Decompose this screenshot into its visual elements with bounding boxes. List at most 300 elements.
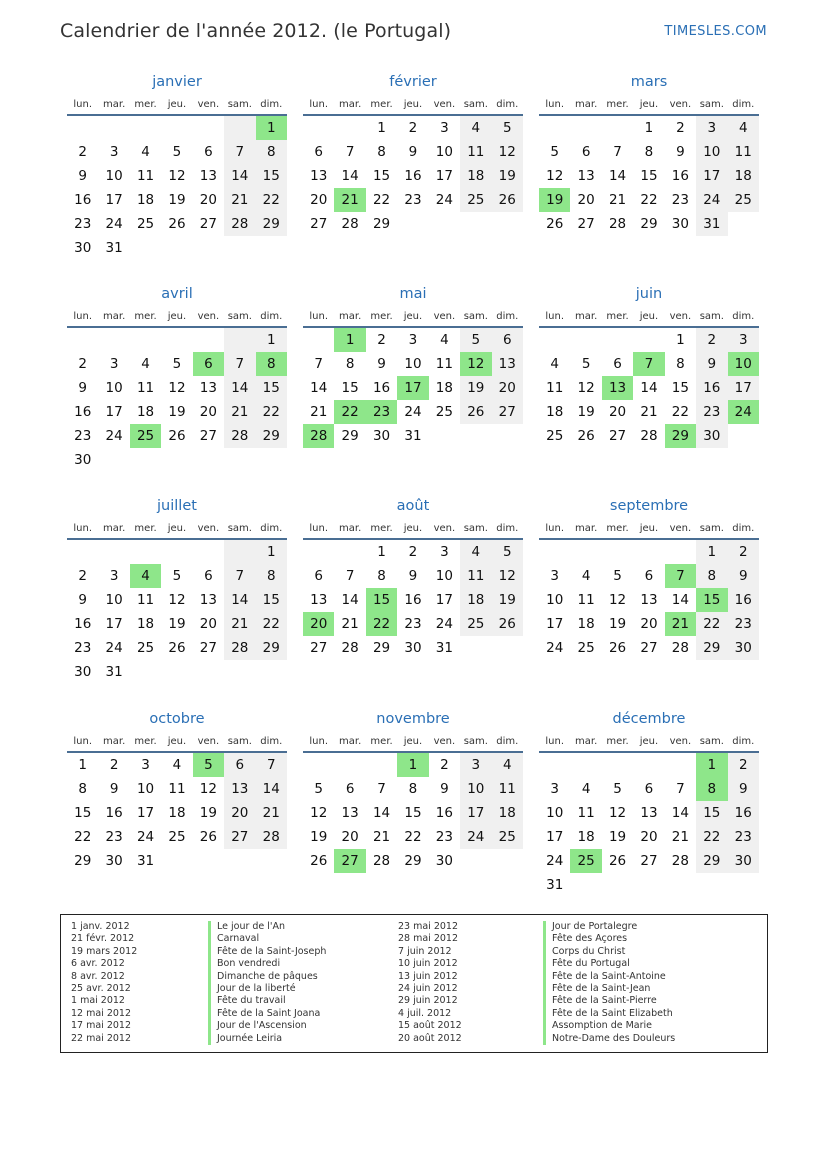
legend-dates-column-1 [71,921,137,1045]
holiday-day-cell: 21 [665,612,696,636]
day-grid [303,328,523,448]
weekday-label: ven. [197,735,220,747]
month-block [539,709,759,897]
day-cell: 29 [372,216,391,232]
day-cell: 12 [168,380,186,396]
weekend-day-cell: 2 [728,753,759,777]
day-cell: 29 [372,640,391,656]
weekend-day-cell: 11 [460,564,491,588]
day-cell: 12 [168,168,186,184]
weekday-label: mer. [370,522,393,534]
weekend-day-cell: 22 [256,612,287,636]
empty-day-cell [98,540,129,564]
day-cell: 9 [78,380,87,396]
day-cell: 27 [199,428,217,444]
day-cell: 27 [608,428,627,444]
month-block [539,496,759,660]
day-cell: 25 [546,428,564,444]
day-cell: 21 [372,829,391,845]
month-block [303,72,523,236]
day-cell: 1 [377,544,386,560]
day-cell: 16 [435,805,453,821]
legend-date: 4 juil. 2012 [398,1007,452,1019]
weekend-day-cell: 21 [256,801,287,825]
day-cell: 10 [404,356,422,372]
day-cell: 14 [671,805,689,821]
weekend-day-cell: 25 [460,188,491,212]
day-cell: 24 [404,404,422,420]
empty-day-cell [130,540,161,564]
day-cell: 24 [435,616,453,632]
holiday-day-cell: 6 [193,352,224,376]
day-cell: 31 [435,640,453,656]
empty-day-cell [98,328,129,352]
weekday-label: lun. [73,98,93,110]
holiday-day-cell: 1 [256,116,287,140]
legend-holiday-name: Journée Leiria [208,1033,326,1045]
day-grid [67,116,287,260]
legend-holiday-name: Notre-Dame des Douleurs [543,1033,675,1045]
empty-day-cell [334,753,365,777]
day-cell: 18 [136,616,155,632]
day-cell: 17 [105,192,123,208]
day-cell: 5 [172,356,182,372]
weekday-label: lun. [309,310,329,322]
month-name: mars [630,74,668,90]
empty-day-cell [67,328,98,352]
day-cell: 5 [550,144,559,160]
day-cell: 6 [644,568,654,584]
page-title: Calendrier de l'année 2012. (le Portugal) [60,20,452,42]
weekday-label: sam. [699,522,724,534]
day-cell: 15 [404,805,422,821]
weekday-label: sam. [227,98,252,110]
day-cell: 11 [577,805,595,821]
day-cell: 24 [105,428,123,444]
day-cell: 7 [676,781,685,797]
weekday-label: dim. [260,310,283,322]
day-cell: 26 [199,829,217,845]
day-cell: 8 [78,781,87,797]
day-cell: 16 [404,592,422,608]
holiday-day-cell: 10 [728,352,759,376]
month-block [539,284,759,448]
day-cell: 8 [345,356,355,372]
day-cell: 11 [577,592,595,608]
day-cell: 12 [608,592,627,608]
legend-holiday-name: Bon vendredi [208,958,326,970]
day-cell: 12 [310,805,328,821]
day-cell: 30 [105,853,123,869]
weekend-day-cell: 16 [728,801,759,825]
day-cell: 10 [546,805,564,821]
empty-day-cell [602,540,633,564]
weekend-day-cell: 17 [460,801,491,825]
weekday-header [303,306,523,328]
weekday-label: lun. [545,98,565,110]
weekend-day-cell: 26 [460,400,491,424]
weekend-day-cell: 7 [256,753,287,777]
empty-day-cell [303,328,334,352]
legend-date: 17 mai 2012 [71,1020,132,1032]
day-cell: 29 [640,216,658,232]
weekday-label: mer. [134,522,157,534]
weekday-label: dim. [260,735,283,747]
holiday-day-cell: 29 [665,424,696,448]
weekend-day-cell: 12 [492,140,523,164]
weekday-label: dim. [732,735,755,747]
day-cell: 1 [377,120,386,136]
weekday-label: ven. [669,98,692,110]
legend-date: 10 juin 2012 [398,958,458,970]
weekend-day-cell: 11 [728,140,759,164]
day-cell: 21 [608,192,627,208]
month-block [303,496,523,660]
legend-date: 6 avr. 2012 [71,958,125,970]
weekend-day-cell: 29 [256,212,287,236]
holiday-day-cell: 19 [539,188,570,212]
day-cell: 15 [671,380,689,396]
weekday-label: mer. [606,310,629,322]
weekend-day-cell: 22 [256,400,287,424]
day-cell: 6 [314,568,323,584]
day-grid [303,753,523,873]
month-name: juillet [157,498,197,514]
legend-names-column-2 [543,921,675,1045]
day-cell: 28 [372,853,391,869]
holiday-day-cell: 12 [460,352,491,376]
empty-day-cell [570,540,601,564]
weekday-label: sam. [463,310,488,322]
day-cell: 1 [644,120,654,136]
weekend-day-cell: 28 [224,636,255,660]
day-cell: 26 [168,216,186,232]
legend-dates-column-2 [398,921,462,1045]
day-cell: 30 [404,640,422,656]
day-cell: 18 [168,805,186,821]
weekday-label: lun. [545,522,565,534]
weekday-label: mar. [339,735,362,747]
weekend-day-cell: 22 [256,188,287,212]
day-cell: 11 [136,592,155,608]
day-cell: 14 [671,592,689,608]
day-cell: 20 [310,192,328,208]
day-cell: 18 [577,829,595,845]
day-cell: 7 [613,144,622,160]
day-grid [67,540,287,684]
day-cell: 19 [608,616,627,632]
day-cell: 9 [408,568,418,584]
day-cell: 25 [577,640,595,656]
holiday-day-cell: 24 [728,400,759,424]
day-cell: 6 [644,781,654,797]
weekday-label: sam. [463,98,488,110]
day-cell: 4 [172,757,182,773]
legend-date: 23 mai 2012 [398,921,459,932]
day-cell: 13 [199,380,217,396]
weekday-label: lun. [545,310,565,322]
day-cell: 4 [141,356,150,372]
day-cell: 27 [199,216,217,232]
holiday-day-cell: 21 [334,188,365,212]
legend-holiday-name: Fête de la Saint Elizabeth [543,1008,675,1020]
weekday-label: mer. [606,735,629,747]
day-cell: 1 [78,757,87,773]
weekend-day-cell: 20 [492,376,523,400]
holiday-day-cell: 5 [193,753,224,777]
day-cell: 10 [105,592,123,608]
day-cell: 19 [168,192,186,208]
day-cell: 20 [640,829,658,845]
day-cell: 7 [345,568,355,584]
holiday-day-cell: 25 [130,424,161,448]
day-cell: 3 [550,781,559,797]
day-cell: 18 [546,404,564,420]
day-cell: 23 [671,192,689,208]
empty-day-cell [67,540,98,564]
day-cell: 9 [676,144,685,160]
weekend-day-cell: 1 [256,328,287,352]
weekday-label: jeu. [403,522,423,534]
month-block [539,72,759,236]
weekend-day-cell: 23 [696,400,727,424]
day-cell: 6 [581,144,591,160]
day-cell: 4 [550,356,559,372]
day-cell: 31 [105,240,123,256]
weekend-day-cell: 29 [256,636,287,660]
day-cell: 10 [105,168,123,184]
month-block [67,496,287,684]
day-cell: 8 [377,568,386,584]
weekday-label: jeu. [167,735,187,747]
weekday-label: sam. [699,735,724,747]
day-cell: 17 [105,616,123,632]
weekday-label: lun. [309,522,329,534]
legend-holiday-name: Fête du Portugal [543,958,675,970]
empty-day-cell [334,116,365,140]
day-cell: 14 [310,380,328,396]
day-cell: 8 [408,781,418,797]
weekend-day-cell: 6 [224,753,255,777]
day-cell: 6 [204,144,213,160]
weekend-day-cell: 19 [492,164,523,188]
weekday-label: lun. [73,735,93,747]
month-name: juin [635,286,663,302]
day-cell: 11 [168,781,186,797]
brand-logo-text[interactable]: TIMESLES.COM [664,24,767,39]
day-cell: 15 [640,168,658,184]
weekday-label: ven. [197,310,220,322]
day-cell: 22 [372,192,391,208]
holiday-day-cell: 22 [366,612,397,636]
day-cell: 31 [136,853,155,869]
weekday-label: ven. [433,310,456,322]
weekend-day-cell: 7 [224,352,255,376]
day-cell: 23 [404,192,422,208]
empty-day-cell [67,116,98,140]
legend-holiday-name: Fête de la Saint Joana [208,1008,326,1020]
weekend-day-cell: 22 [696,825,727,849]
legend-date: 13 juin 2012 [398,970,458,982]
weekend-day-cell: 27 [224,825,255,849]
day-cell: 2 [109,757,119,773]
day-cell: 21 [310,404,328,420]
day-cell: 24 [105,216,123,232]
weekend-day-cell: 5 [492,116,523,140]
day-cell: 5 [581,356,591,372]
holiday-day-cell: 20 [303,612,334,636]
weekday-label: sam. [699,98,724,110]
weekday-label: mer. [370,735,393,747]
weekend-day-cell: 23 [728,612,759,636]
holiday-day-cell: 1 [397,753,428,777]
weekend-day-cell: 4 [460,540,491,564]
weekend-day-cell: 26 [492,612,523,636]
weekday-header [67,306,287,328]
weekend-day-cell: 3 [728,328,759,352]
legend-date: 20 août 2012 [398,1032,462,1044]
weekday-header [539,94,759,116]
legend-date: 21 févr. 2012 [71,933,135,945]
empty-day-cell [224,116,255,140]
weekday-label: sam. [463,522,488,534]
weekend-day-cell: 23 [728,825,759,849]
weekend-day-cell: 6 [492,328,523,352]
weekday-label: ven. [197,522,220,534]
holiday-day-cell: 1 [696,753,727,777]
day-cell: 5 [314,781,323,797]
weekday-label: ven. [433,735,456,747]
weekend-day-cell: 13 [224,777,255,801]
holiday-legend [60,914,768,1053]
weekend-day-cell: 21 [224,188,255,212]
day-cell: 26 [546,216,564,232]
month-block [303,709,523,873]
holiday-day-cell: 22 [334,400,365,424]
day-cell: 30 [74,452,92,468]
day-cell: 25 [168,829,186,845]
weekday-label: jeu. [167,310,187,322]
weekend-day-cell: 21 [224,400,255,424]
legend-date: 19 mars 2012 [71,945,138,957]
weekend-day-cell: 18 [460,588,491,612]
weekday-label: mar. [575,98,598,110]
day-cell: 6 [613,356,622,372]
day-grid [539,540,759,660]
empty-day-cell [539,328,570,352]
weekday-header [539,731,759,753]
day-cell: 6 [345,781,355,797]
day-cell: 3 [408,332,418,348]
weekday-label: mar. [103,735,126,747]
holiday-day-cell: 15 [366,588,397,612]
weekend-day-cell: 22 [696,612,727,636]
day-cell: 30 [372,428,391,444]
month-name: décembre [612,711,686,727]
day-cell: 14 [372,805,391,821]
day-cell: 6 [204,568,213,584]
day-cell: 12 [199,781,217,797]
day-cell: 2 [408,544,418,560]
empty-day-cell [130,116,161,140]
day-cell: 25 [136,640,155,656]
month-name: octobre [149,711,205,727]
weekday-label: jeu. [403,98,423,110]
weekend-day-cell: 12 [492,564,523,588]
day-cell: 2 [440,757,449,773]
day-grid [303,116,523,236]
day-cell: 26 [310,853,328,869]
weekend-day-cell: 5 [460,328,491,352]
weekend-day-cell: 18 [728,164,759,188]
weekend-day-cell: 7 [224,564,255,588]
weekday-label: dim. [260,522,283,534]
weekday-label: dim. [732,98,755,110]
day-cell: 4 [581,568,591,584]
day-cell: 22 [74,829,92,845]
day-cell: 27 [199,640,217,656]
legend-date: 22 mai 2012 [71,1032,132,1044]
day-cell: 2 [78,356,87,372]
day-cell: 24 [105,640,123,656]
day-cell: 14 [608,168,627,184]
weekday-label: mar. [575,522,598,534]
holiday-day-cell: 25 [570,849,601,873]
month-block [67,72,287,260]
weekday-label: mer. [134,310,157,322]
legend-date: 12 mai 2012 [71,1007,132,1019]
weekend-day-cell: 15 [256,376,287,400]
day-cell: 22 [640,192,658,208]
weekday-label: mar. [339,310,362,322]
day-cell: 5 [613,568,622,584]
day-cell: 27 [310,216,328,232]
day-cell: 23 [105,829,123,845]
weekday-label: ven. [197,98,220,110]
weekday-label: mar. [103,522,126,534]
day-cell: 13 [199,592,217,608]
day-cell: 9 [440,781,449,797]
day-cell: 14 [341,592,359,608]
day-cell: 26 [168,640,186,656]
day-cell: 13 [577,168,595,184]
day-cell: 14 [640,380,658,396]
empty-day-cell [539,540,570,564]
weekend-day-cell: 31 [696,212,727,236]
day-cell: 31 [546,877,564,893]
weekend-day-cell: 17 [728,376,759,400]
weekend-day-cell: 1 [256,540,287,564]
day-cell: 30 [435,853,453,869]
legend-holiday-name: Fête de la Saint-Joseph [208,946,326,958]
weekend-day-cell: 15 [696,801,727,825]
day-cell: 23 [435,829,453,845]
day-cell: 4 [141,144,150,160]
weekend-day-cell: 4 [728,116,759,140]
legend-date: 15 août 2012 [398,1020,462,1032]
day-cell: 15 [341,380,359,396]
weekday-label: jeu. [639,522,659,534]
day-cell: 19 [310,829,328,845]
legend-date: 29 juin 2012 [398,995,458,1007]
day-grid [67,753,287,873]
weekday-label: mer. [370,98,393,110]
day-cell: 4 [581,781,591,797]
holiday-day-cell: 8 [256,352,287,376]
day-grid [539,116,759,236]
day-cell: 24 [546,640,564,656]
empty-day-cell [334,540,365,564]
